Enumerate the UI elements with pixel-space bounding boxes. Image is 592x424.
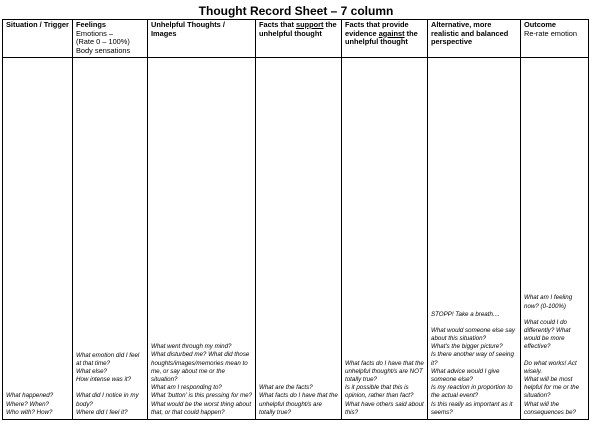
heading-outcome: Outcome [524,20,557,29]
entry-row [3,58,589,420]
prompt-line: What are the facts? [259,384,313,392]
prompt-list-alternative [431,311,518,417]
prompt-line: What 'button' is this pressing for me? What would be the worst thing about that, or that could happen? [151,392,253,416]
header-unhelpful-thoughts [148,20,256,58]
entry-cell-alternative[interactable] [428,58,521,420]
prompt-line: Where did I feel it? [76,408,128,416]
entry-cell-facts-support[interactable] [256,58,342,420]
feelings-sub-2: (Rate 0 – 100%) [76,37,130,47]
prompt-line: What will the consequences be? [524,400,576,416]
prompt-line: How intense was it? [76,376,132,384]
prompt-line: What disturbed me? What did those houghts/images/memories mean to me, or say about me or the situation? [151,351,250,383]
prompt-list-feelings [76,352,145,417]
prompt-list-outcome [524,294,586,417]
prompt-line: Is this really as important as it seems? [431,400,513,416]
header-feelings [73,20,148,58]
prompt-gap [524,311,586,319]
entry-cell-situation[interactable] [3,58,73,420]
prompt-line: What did I notice in my body? [76,392,139,408]
entry-cell-outcome[interactable] [521,58,589,420]
prompt-list-facts-against [345,360,425,417]
header-row [3,20,589,58]
prompt-line: What will be most helpful for me or the situation? [524,375,580,400]
prompt-line: What could I do differently? What would be more effective? [524,318,571,351]
prompt-line: What am I responding to? [151,384,222,392]
prompt-gap [76,384,145,392]
prompt-line: What would someone else say about this situation? [431,326,515,342]
prompt-gap [431,319,518,327]
prompt-line: What have others said about this? [345,400,424,416]
feelings-sub-3: Body sensations [76,45,131,55]
header-alternative [428,20,521,58]
prompt-line: Is there another way of seeing it? [431,351,514,367]
header-outcome [521,20,589,58]
prompt-line: STOPP! Take a breath.... [431,310,500,318]
heading-unhelpful-thoughts: Unhelpful Thoughts / Images [151,20,225,38]
prompt-line: What's the bigger picture? [431,343,503,351]
entry-cell-feelings[interactable] [73,58,148,420]
prompt-gap [524,352,586,360]
prompt-line: What went through my mind? [151,343,232,351]
prompt-line: What facts do I have that the unhelpful thought/s are totally true? [259,392,338,416]
heading-facts-support: Facts that support the unhelpful thought [259,20,337,38]
prompt-list-situation [6,392,70,417]
prompt-line: What am I feeling now? (0-100%) [524,294,573,310]
prompt-line: Where? When? [6,400,49,408]
heading-facts-against: Facts that provide evidence against the unhelpful thought [345,20,418,47]
entry-cell-unhelpful-thoughts[interactable] [148,58,256,420]
prompt-line: What else? [76,367,107,375]
outcome-sub-1: Re-rate emotion [524,28,577,38]
prompt-list-unhelpful-thoughts [151,343,253,417]
page-title: Thought Record Sheet – 7 column [198,4,394,18]
header-facts-against [342,20,428,58]
prompt-line: Is it possible that this is opinion, rather than fact? [345,384,414,400]
heading-alternative-perspective: Alternative, more realistic and balanced perspective [431,20,509,47]
prompt-line: Is my reaction in proportion to the actual event? [431,384,513,400]
prompt-line: What facts do I have that the unhelpful thought/s are NOT totally true? [345,359,424,383]
header-situation [3,20,73,58]
prompt-list-facts-support [259,384,339,417]
prompt-line: What emotion did I feel at that time? [76,351,140,367]
prompt-line: Who with? How? [6,408,53,416]
prompt-line: What happened? [6,392,54,400]
heading-feelings: Feelings [76,20,106,29]
thought-record-table [2,19,589,420]
heading-situation-trigger: Situation / Trigger [6,20,69,29]
feelings-sub-1: Emotions – [76,28,113,38]
prompt-line: What advice would I give someone else? [431,367,500,383]
header-facts-support [256,20,342,58]
entry-cell-facts-against[interactable] [342,58,428,420]
prompt-line: Do what works! Act wisely. [524,359,577,375]
